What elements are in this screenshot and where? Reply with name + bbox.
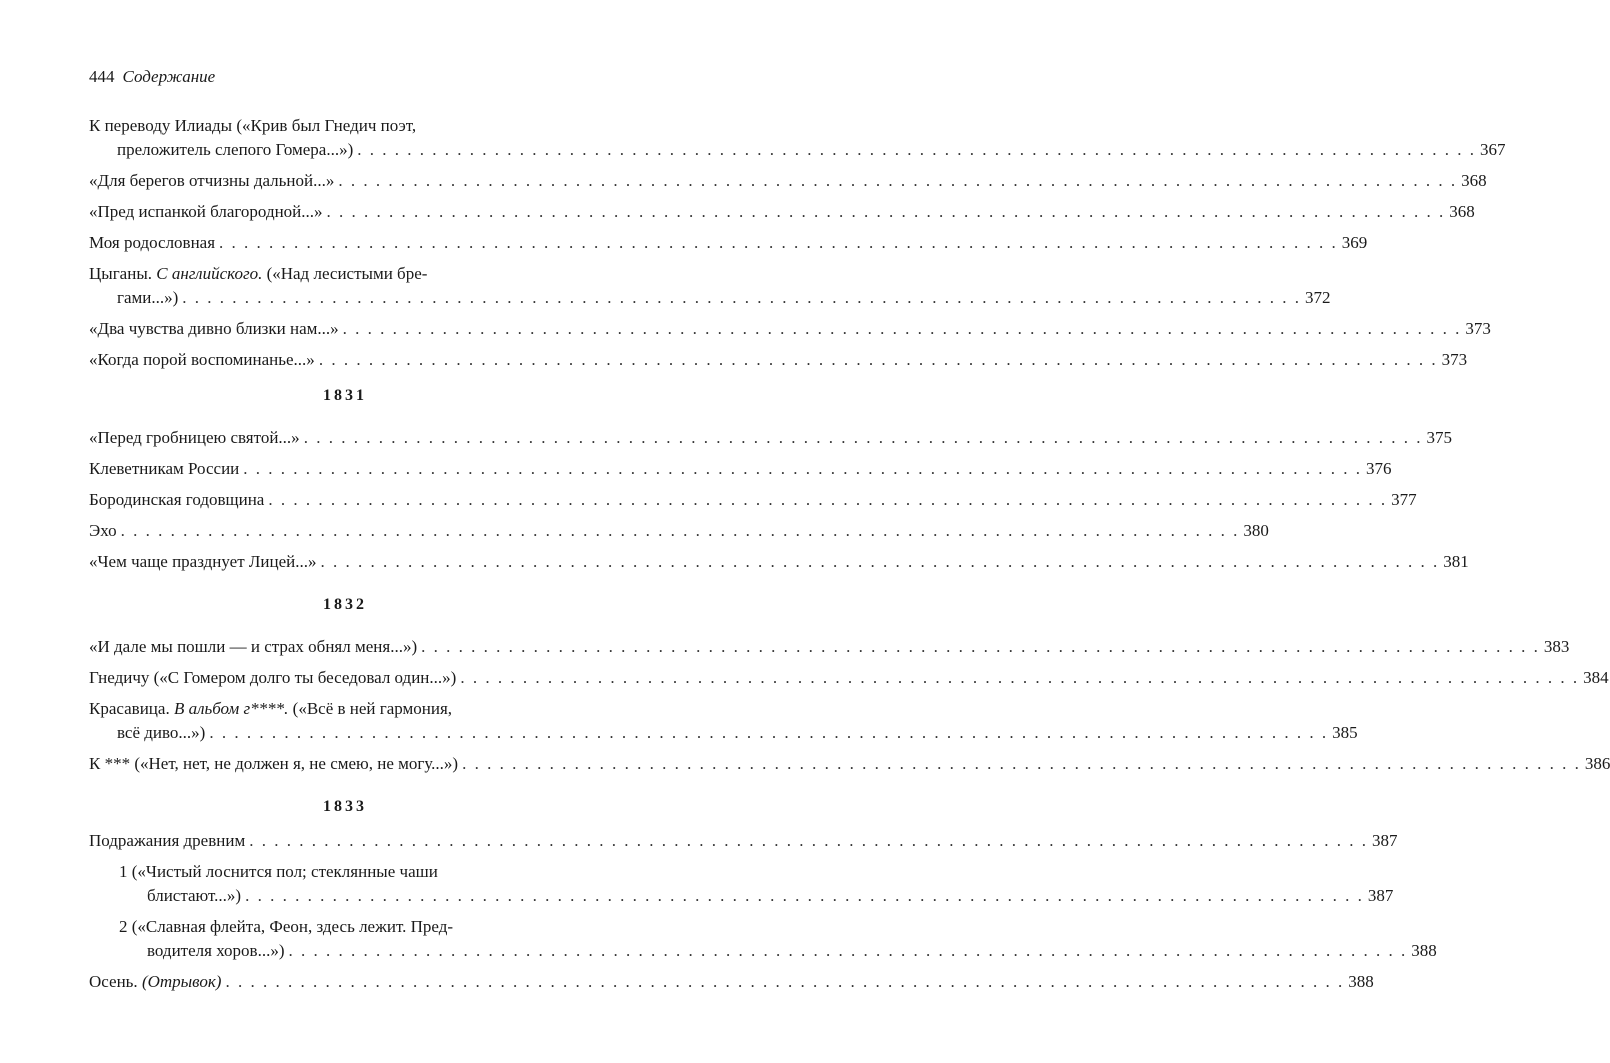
toc-section-1832 — [89, 635, 1610, 783]
entry-page: 387 — [1367, 886, 1394, 905]
leader-dots: . . . . . . . . . . . . . . . . . . . . . . . . . . . . . . . . . . . . . . . . . . . . . . . . . . . . . . . . . . . . . . . . . . . . . . . . . . . . . . . . . . . . . . . . . . — [245, 886, 1364, 905]
toc-entry — [89, 666, 1609, 690]
leader-dots: . . . . . . . . . . . . . . . . . . . . . . . . . . . . . . . . . . . . . . . . . . . . . . . . . . . . . . . . . . . . . . . . . . . . . . . . . . . . . . . . . . . . . . . . . . — [357, 140, 1476, 159]
entry-title: Подражания древним — [89, 831, 246, 850]
entry-title: «Чем чаще празднует Лицей...» — [89, 552, 317, 571]
entry-title-cont: преложитель слепого Гомера...») — [117, 140, 354, 159]
entry-title-cont: гами...») — [117, 288, 179, 307]
toc-entry — [89, 457, 1392, 481]
year-heading: 1831 — [323, 387, 367, 404]
leader-dots: . . . . . . . . . . . . . . . . . . . . . . . . . . . . . . . . . . . . . . . . . . . . . . . . . . . . . . . . . . . . . . . . . . . . . . . . . . . . . . . . . . . . . . . . . . — [243, 459, 1363, 478]
entry-title-cont: блистают...») — [147, 886, 242, 905]
entry-incipit: («Над лесистыми бре- — [266, 264, 428, 283]
leader-dots: . . . . . . . . . . . . . . . . . . . . . . . . . . . . . . . . . . . . . . . . . . . . . . . . . . . . . . . . . . . . . . . . . . . . . . . . . . . . . . . . . . . . . . . . . . — [460, 668, 1580, 687]
toc-line — [89, 457, 1392, 481]
toc-line — [89, 666, 1609, 690]
entry-page: 383 — [1543, 637, 1570, 656]
entry-title: 1 («Чистый лоснится пол; стеклянные чаши — [119, 862, 438, 881]
leader-dots: . . . . . . . . . . . . . . . . . . . . . . . . . . . . . . . . . . . . . . . . . . . . . . . . . . . . . . . . . . . . . . . . . . . . . . . . . . . . . . . . . . . . . . . . . . — [249, 831, 1368, 850]
entry-subtitle: (Отрывок) — [141, 972, 222, 991]
toc-entry — [89, 915, 1437, 963]
toc-entry — [89, 169, 1487, 193]
entry-title: «Два чувства дивно близки нам...» — [89, 319, 339, 338]
toc-entry — [89, 317, 1491, 341]
entry-page: 388 — [1411, 941, 1437, 960]
leader-dots: . . . . . . . . . . . . . . . . . . . . . . . . . . . . . . . . . . . . . . . . . . . . . . . . . . . . . . . . . . . . . . . . . . . . . . . . . . . . . . . . . . . . . . . . . . — [288, 941, 1408, 960]
entry-title-part: Осень. — [89, 972, 138, 991]
entry-subtitle: В альбом г****. — [173, 699, 289, 718]
entry-incipit: («Всё в ней гармония, — [292, 699, 453, 718]
year-heading: 1833 — [323, 798, 367, 815]
entry-page: 386 — [1584, 754, 1610, 773]
entry-page: 380 — [1243, 521, 1269, 540]
toc-line — [89, 697, 601, 721]
toc-line — [89, 635, 1570, 659]
entry-page: 373 — [1465, 319, 1491, 338]
entry-title: «И дале мы пошли — и страх обнял меня...») — [89, 637, 418, 656]
leader-dots: . . . . . . . . . . . . . . . . . . . . . . . . . . . . . . . . . . . . . . . . . . . . . . . . . . . . . . . . . . . . . . . . . . . . . . . . . . . . . . . . . . . . . . . . . . — [303, 428, 1423, 447]
leader-dots: . . . . . . . . . . . . . . . . . . . . . . . . . . . . . . . . . . . . . . . . . . . . . . . . . . . . . . . . . . . . . . . . . . . . . . . . . . . . . . . . . . . . . . . . . . — [326, 202, 1446, 221]
toc-line — [89, 488, 1417, 512]
page-number: 444 — [89, 67, 115, 86]
toc-entry — [89, 860, 1394, 908]
toc-entry — [89, 348, 1468, 372]
running-head — [89, 65, 215, 89]
year-heading: 1832 — [323, 596, 367, 613]
toc-line — [89, 231, 1368, 255]
entry-page: 368 — [1449, 202, 1475, 221]
leader-dots: . . . . . . . . . . . . . . . . . . . . . . . . . . . . . . . . . . . . . . . . . . . . . . . . . . . . . . . . . . . . . . . . . . . . . . . . . . . . . . . . . . . . . . . . . . — [338, 171, 1458, 190]
entry-page: 387 — [1371, 831, 1398, 850]
toc-line — [89, 426, 1452, 450]
entry-title — [89, 970, 221, 994]
toc-entry — [89, 262, 1331, 310]
toc-entry — [89, 114, 1506, 162]
toc-section-1833 — [89, 829, 1437, 1001]
toc-line — [89, 348, 1468, 372]
toc-entry — [89, 488, 1417, 512]
toc-line — [89, 138, 1506, 162]
entry-title: Клеветникам России — [89, 459, 240, 478]
entry-page: 381 — [1443, 552, 1469, 571]
toc-entry — [89, 752, 1610, 776]
entry-title: Моя родословная — [89, 233, 216, 252]
toc-entry — [89, 550, 1469, 574]
toc-line — [89, 829, 1398, 853]
toc-line — [89, 752, 1610, 776]
entry-title: Бородинская годовщина — [89, 490, 265, 509]
entry-page: 384 — [1583, 668, 1609, 687]
running-title: Содержание — [122, 67, 216, 86]
leader-dots: . . . . . . . . . . . . . . . . . . . . . . . . . . . . . . . . . . . . . . . . . . . . . . . . . . . . . . . . . . . . . . . . . . . . . . . . . . . . . . . . . . . . . . . . . . — [182, 288, 1302, 307]
toc-line — [89, 519, 1269, 543]
leader-dots: . . . . . . . . . . . . . . . . . . . . . . . . . . . . . . . . . . . . . . . . . . . . . . . . . . . . . . . . . . . . . . . . . . . . . . . . . . . . . . . . . . . . . . . . . . — [209, 723, 1329, 742]
toc-entry — [89, 970, 1374, 994]
entry-title: 2 («Славная флейта, Феон, здесь лежит. Пред- — [119, 917, 453, 936]
leader-dots: . . . . . . . . . . . . . . . . . . . . . . . . . . . . . . . . . . . . . . . . . . . . . . . . . . . . . . . . . . . . . . . . . . . . . . . . . . . . . . . . . . . . . . . . . . — [268, 490, 1388, 509]
entry-title — [89, 697, 452, 721]
leader-dots: . . . . . . . . . . . . . . . . . . . . . . . . . . . . . . . . . . . . . . . . . . . . . . . . . . . . . . . . . . . . . . . . . . . . . . . . . . . . . . . . . . . . . . . . . . — [320, 552, 1440, 571]
toc-line — [89, 169, 1487, 193]
toc-entry — [89, 231, 1368, 255]
toc-entry — [89, 519, 1269, 543]
toc-line — [89, 114, 601, 138]
toc-line — [89, 550, 1469, 574]
entry-title: Гнедичу («С Гомером долго ты беседовал один...») — [89, 668, 457, 687]
toc-section-1831 — [89, 426, 1469, 581]
toc-entry — [89, 635, 1570, 659]
entry-page: 376 — [1366, 459, 1392, 478]
entry-title: «Когда порой воспоминанье...» — [89, 350, 315, 369]
leader-dots: . . . . . . . . . . . . . . . . . . . . . . . . . . . . . . . . . . . . . . . . . . . . . . . . . . . . . . . . . . . . . . . . . . . . . . . . . . . . . . . . . . . . . . . . . . — [225, 972, 1345, 991]
entry-page: 368 — [1461, 171, 1487, 190]
entry-title — [89, 262, 427, 286]
toc-section-1830 — [89, 114, 1506, 379]
toc-entry — [89, 697, 1358, 745]
entry-page: 372 — [1305, 288, 1331, 307]
entry-title: «Перед гробницею святой...» — [89, 428, 300, 447]
entry-title-cont: водителя хоров...») — [147, 941, 285, 960]
toc-line — [89, 286, 1331, 310]
entry-page: 388 — [1348, 972, 1374, 991]
toc-line — [89, 262, 601, 286]
leader-dots: . . . . . . . . . . . . . . . . . . . . . . . . . . . . . . . . . . . . . . . . . . . . . . . . . . . . . . . . . . . . . . . . . . . . . . . . . . . . . . . . . . . . . . . . . . — [421, 637, 1540, 656]
entry-title: «Пред испанкой благородной...» — [89, 202, 323, 221]
leader-dots: . . . . . . . . . . . . . . . . . . . . . . . . . . . . . . . . . . . . . . . . . . . . . . . . . . . . . . . . . . . . . . . . . . . . . . . . . . . . . . . . . . . . . . . . . . — [219, 233, 1338, 252]
toc-entry — [89, 829, 1398, 853]
entry-page: 369 — [1341, 233, 1368, 252]
leader-dots: . . . . . . . . . . . . . . . . . . . . . . . . . . . . . . . . . . . . . . . . . . . . . . . . . . . . . . . . . . . . . . . . . . . . . . . . . . . . . . . . . . . . . . . . . . — [462, 754, 1581, 773]
entry-page: 367 — [1480, 140, 1506, 159]
entry-subtitle: С английского. — [156, 264, 263, 283]
toc-line — [89, 721, 1358, 745]
leader-dots: . . . . . . . . . . . . . . . . . . . . . . . . . . . . . . . . . . . . . . . . . . . . . . . . . . . . . . . . . . . . . . . . . . . . . . . . . . . . . . . . . . . . . . . . . . — [318, 350, 1438, 369]
toc-line — [89, 939, 1437, 963]
entry-title: Эхо — [89, 521, 117, 540]
toc-line — [89, 970, 1374, 994]
entry-page: 385 — [1332, 723, 1358, 742]
toc-entry — [89, 200, 1475, 224]
entry-title-part: Красавица. — [89, 699, 170, 718]
entry-title: «Для берегов отчизны дальной...» — [89, 171, 335, 190]
toc-line — [89, 200, 1475, 224]
entry-page: 377 — [1391, 490, 1417, 509]
toc-line — [89, 860, 601, 884]
toc-line — [89, 884, 1394, 908]
entry-title-part: Цыганы. — [89, 264, 152, 283]
entry-title: К *** («Нет, нет, не должен я, не смею, не могу...») — [89, 754, 459, 773]
leader-dots: . . . . . . . . . . . . . . . . . . . . . . . . . . . . . . . . . . . . . . . . . . . . . . . . . . . . . . . . . . . . . . . . . . . . . . . . . . . . . . . . . . . . . . . . . . — [342, 319, 1462, 338]
toc-entry — [89, 426, 1452, 450]
toc-line — [89, 915, 601, 939]
entry-page: 375 — [1426, 428, 1452, 447]
leader-dots: . . . . . . . . . . . . . . . . . . . . . . . . . . . . . . . . . . . . . . . . . . . . . . . . . . . . . . . . . . . . . . . . . . . . . . . . . . . . . . . . . . . . . . . . . . — [120, 521, 1240, 540]
entry-title-cont: всё диво...») — [117, 723, 206, 742]
entry-page: 373 — [1441, 350, 1468, 369]
entry-title: К переводу Илиады («Крив был Гнедич поэт, — [89, 116, 417, 135]
toc-line — [89, 317, 1491, 341]
